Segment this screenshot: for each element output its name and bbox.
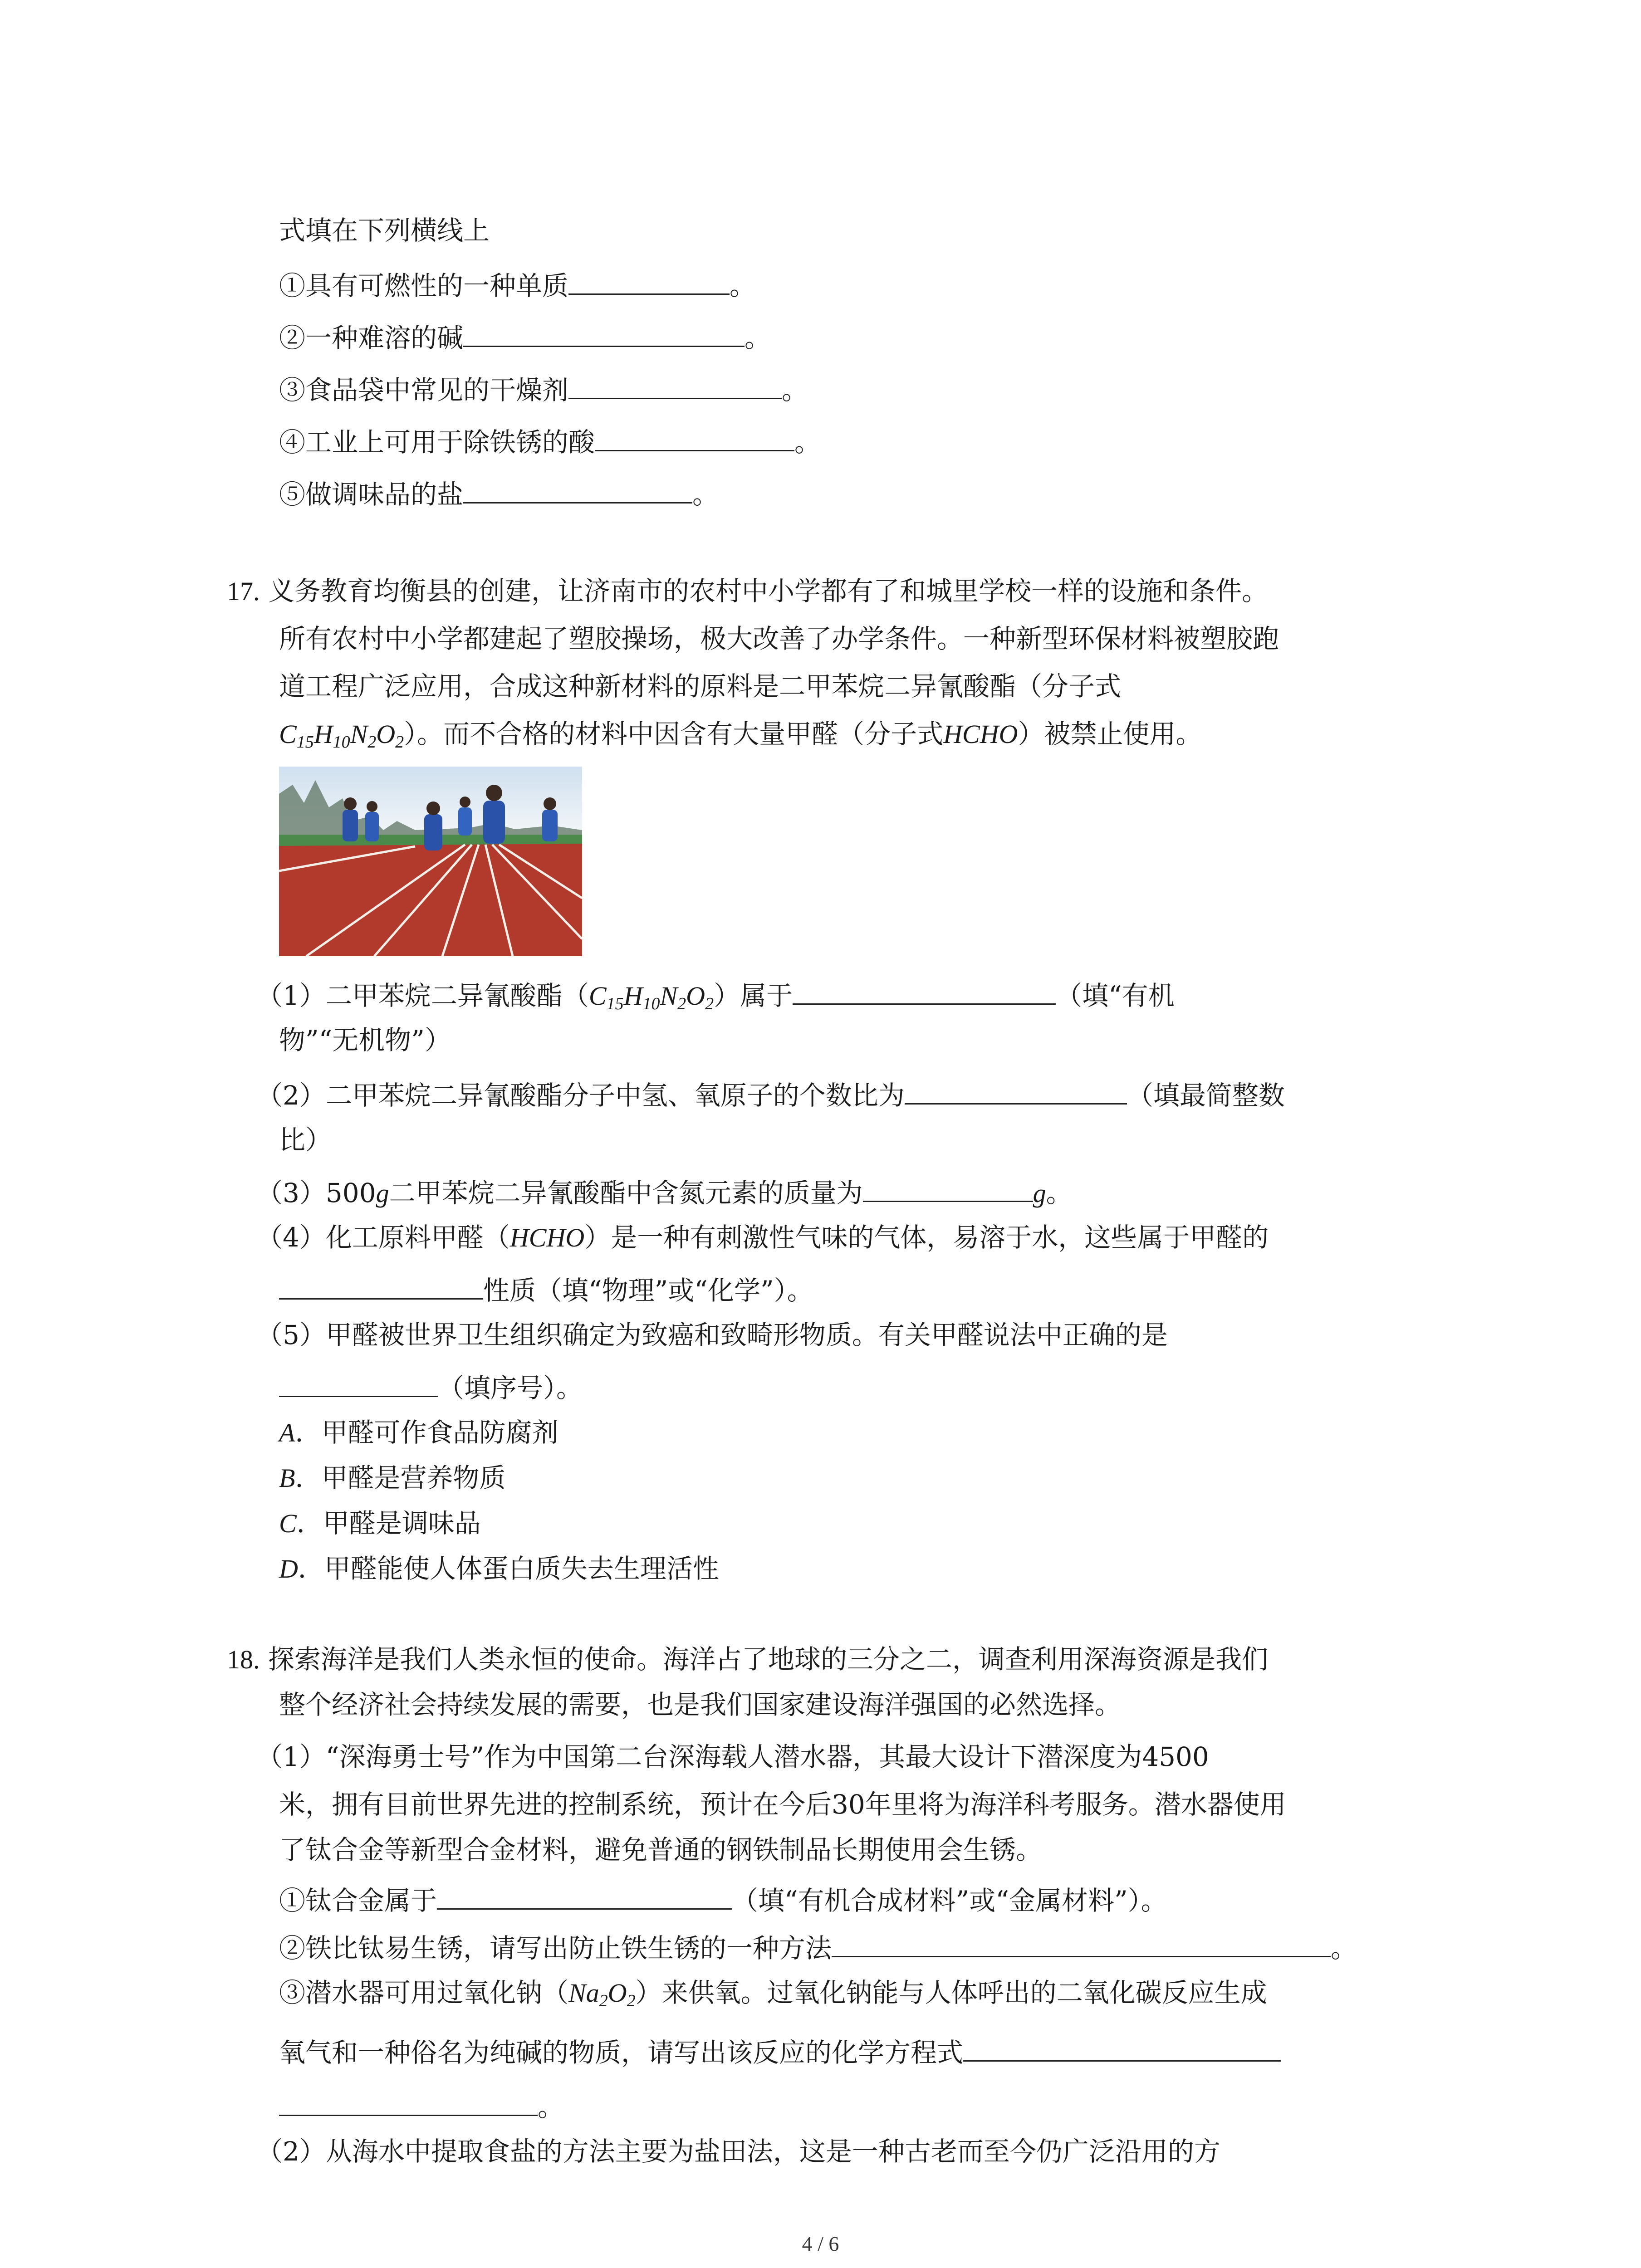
- q16-intro: 式填在下列横线上: [279, 215, 490, 246]
- formula-c15h10n2o2: $C_{15}H_{10}N_2O_2$: [279, 719, 404, 752]
- q18-line-2: 整个经济社会持续发展的需要，也是我们国家建设海洋强国的必然选择。: [279, 1689, 1122, 1720]
- option-d[interactable]: D．甲醛能使人体蛋白质失去生理活性: [279, 1553, 719, 1584]
- q17-part-4: （4）化工原料甲醛（HCHO）是一种有刺激性气味的气体，易溶于水，这些属于甲醛的: [256, 1222, 1269, 1253]
- q16-item-3: ③食品袋中常见的干燥剂 。: [279, 370, 808, 407]
- q18-part-2-line-1: （2）从海水中提取食盐的方法主要为盐田法，这是一种古老而至今仍广泛沿用的方: [256, 2136, 1220, 2167]
- q18-part-1-line-1: （1）“深海勇士号”作为中国第二台深海载人潜水器，其最大设计下潜深度为4500: [256, 1741, 1209, 1772]
- q17-line-3: 道工程广泛应用，合成这种新材料的原料是二甲苯烷二异氰酸酯（分子式: [279, 671, 1122, 702]
- q16-item-4: ④工业上可用于除铁锈的酸 。: [279, 422, 821, 459]
- option-c[interactable]: C．甲醛是调味品: [279, 1508, 481, 1539]
- q18-sub-3-cont: 氧气和一种俗名为纯碱的物质，请写出该反应的化学方程式: [279, 2032, 1281, 2070]
- q18-sub-3-cont-2: 。: [279, 2087, 564, 2124]
- answer-blank[interactable]: [832, 1928, 1331, 1957]
- answer-blank[interactable]: [463, 474, 692, 503]
- q18-sub-3: ③潜水器可用过氧化钠$(Na_2O_2)$来供氧。过氧化钠能与人体呼出的二氧化碳反应生成: [279, 1977, 1267, 2010]
- q17-part-2-cont: 比）: [279, 1124, 332, 1155]
- q16-item-5: ⑤做调味品的盐 。: [279, 474, 719, 512]
- question-number: 17.: [227, 577, 260, 606]
- answer-blank[interactable]: [963, 2032, 1281, 2062]
- running-track-photo: [279, 767, 582, 956]
- answer-blank[interactable]: [437, 1880, 732, 1910]
- answer-blank[interactable]: [793, 975, 1056, 1005]
- q16-item-2: ②一种难溶的碱 。: [279, 318, 771, 355]
- answer-blank[interactable]: [568, 370, 782, 399]
- q18-part-1-line-3: 了钛合金等新型合金材料，避免普通的钢铁制品长期使用会生锈。: [279, 1834, 1043, 1865]
- q17-part-5: （5）甲醛被世界卫生组织确定为致癌和致畸形物质。有关甲醛说法中正确的是: [256, 1320, 1168, 1350]
- q17-part-5-cont: （填序号）。: [279, 1368, 583, 1405]
- q17-line-4: $C_{15}H_{10}N_2O_2$）。而不合格的材料中因含有大量甲醛（分子式HCHO）被禁止使用。: [279, 719, 1202, 752]
- answer-blank[interactable]: [905, 1075, 1127, 1105]
- answer-blank[interactable]: [595, 422, 794, 451]
- q18-sub-1: ①钛合金属于 （填“有机合成材料”或“金属材料”）。: [279, 1880, 1167, 1918]
- q17-line-1: 17. 义务教育均衡县的创建，让济南市的农村中小学都有了和城里学校一样的设施和条件。: [227, 576, 1268, 606]
- answer-blank[interactable]: [279, 1368, 438, 1397]
- answer-blank[interactable]: [279, 2087, 538, 2116]
- formula-na2o2: $Na_2O_2$: [568, 1978, 636, 2010]
- answer-blank[interactable]: [463, 318, 745, 347]
- answer-blank[interactable]: [568, 265, 730, 295]
- q17-part-3: （3）500g二甲苯烷二异氰酸酯中含氮元素的质量为 g。: [256, 1173, 1073, 1211]
- q18-line-1: 18. 探索海洋是我们人类永恒的使命。海洋占了地球的三分之二，调查利用深海资源是我们: [227, 1644, 1268, 1675]
- option-a[interactable]: A．甲醛可作食品防腐剂: [279, 1417, 558, 1448]
- q16-item-1: ①具有可燃性的一种单质 。: [279, 265, 756, 303]
- q17-part-4-cont: 性质（填“物理”或“化学”）。: [279, 1270, 813, 1308]
- question-number: 18.: [227, 1645, 260, 1674]
- answer-blank[interactable]: [863, 1173, 1033, 1202]
- page-number: 4 / 6: [802, 2232, 839, 2255]
- q18-part-1-line-2: 米，拥有目前世界先进的控制系统，预计在今后30年里将为海洋科考服务。潜水器使用: [279, 1789, 1286, 1820]
- q17-line-2: 所有农村中小学都建起了塑胶操场，极大改善了办学条件。一种新型环保材料被塑胶跑: [279, 623, 1279, 654]
- q17-part-2: （2）二甲苯烷二异氰酸酯分子中氢、氧原子的个数比为 （填最简整数: [256, 1075, 1285, 1113]
- option-b[interactable]: B．甲醛是营养物质: [279, 1462, 506, 1493]
- q17-part-1-cont: 物”“无机物”）: [279, 1025, 451, 1056]
- formula-c15h10n2o2: $C_{15}H_{10}N_2O_2$: [588, 981, 714, 1013]
- answer-blank[interactable]: [279, 1270, 483, 1300]
- q18-sub-2: ②铁比钛易生锈，请写出防止铁生锈的一种方法 。: [279, 1928, 1357, 1965]
- q17-part-1: （1）二甲苯烷二异氰酸酯$(C_{15}H_{10}N_2O_2)$属于 （填“有机: [256, 975, 1175, 1021]
